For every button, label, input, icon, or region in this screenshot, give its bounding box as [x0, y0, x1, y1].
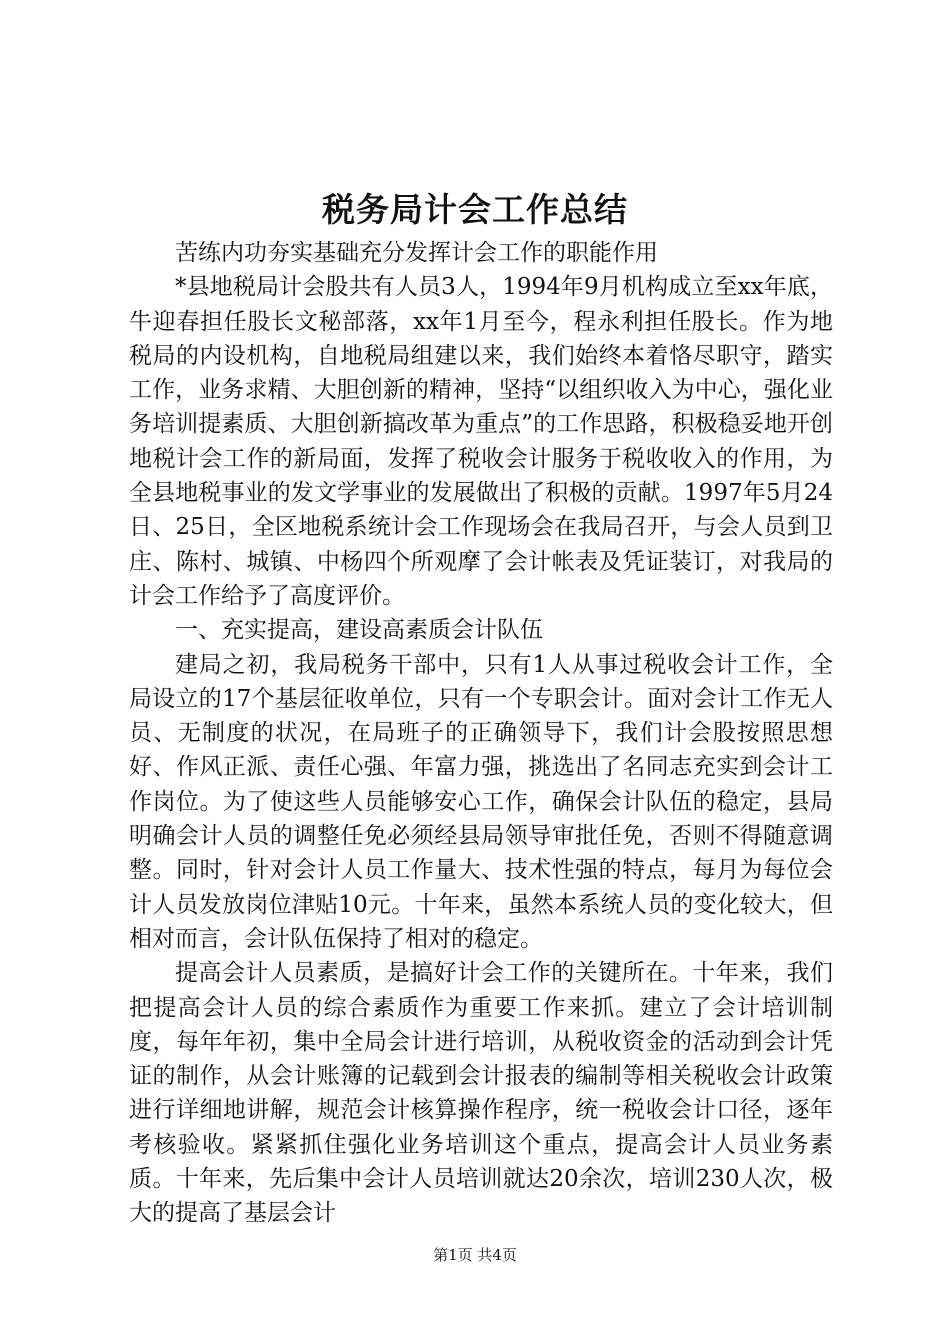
body-paragraph: 建局之初，我局税务干部中，只有1人从事过税收会计工作，全局设立的17个基层征收单位，只有一个专职会计。面对会计工作无人员、无制度的状况，在局班子的正确领导下，我们计会股按照思想好、作风正派、责任心强、年富力强，挑选出了名同志充实到会计工作岗位。为了使这些人员能够安心工作，确保会计队伍的稳定，县局明确会计人员的调整任免必须经县局领导审批任免，否则不得随意调整。同时，针对会计人员工作量大、技术性强的特点，每月为每位会计人员发放岗位津贴10元。十年来，虽然本系统人员的变化较大，但相对而言，会计队伍保持了相对的稳定。 [129, 651, 833, 952]
subtitle-paragraph: 苦练内功夯实基础充分发挥计会工作的职能作用 [175, 240, 658, 266]
document-title: 税务局计会工作总结 [322, 190, 628, 229]
intro-paragraph: *县地税局计会股共有人员3人，1994年9月机构成立至xx年底，牛迎春担任股长文秘部落，xx年1月至今，程永利担任股长。作为地税局的内设机构，自地税局组建以来，我们始终本着恪尽职守，踏实工作，业务求精、大胆创新的精神，坚持“以组织收入为中心，强化业务培训提素质、大胆创新搞改革为重点”的工作思路，积极稳妥地开创地税计会工作的新局面，发挥了税收会计服务于税收收入的作用，为全县地税事业的发文学事业的发展做出了积极的贡献。1997年5月24日、25日，全区地税系统计会工作现场会在我局召开，与会人员到卫庄、陈村、城镇、中杨四个所观摩了会计帐表及凭证装订，对我局的计会工作给予了高度评价。 [129, 274, 833, 609]
section-heading: 一、充实提高，建设高素质会计队伍 [175, 617, 543, 644]
body-paragraph: 提高会计人员素质，是搞好计会工作的关键所在。十年来，我们把提高会计人员的综合素质作为重要工作来抓。建立了会计培训制度，每年年初，集中全局会计进行培训，从税收资金的活动到会计凭证的制作，从会计账簿的记载到会计报表的编制等相关税收会计政策进行详细地讲解，规范会计核算操作程序，统一税收会计口径，逐年考核验收。紧紧抓住强化业务培训这个重点，提高会计人员业务素质。十年来，先后集中会计人员培训就达20余次，培训230人次，极大的提高了基层会计 [129, 960, 833, 1227]
document-body [129, 236, 833, 1231]
page-number-footer: 第1页 共4页 [433, 1246, 517, 1264]
